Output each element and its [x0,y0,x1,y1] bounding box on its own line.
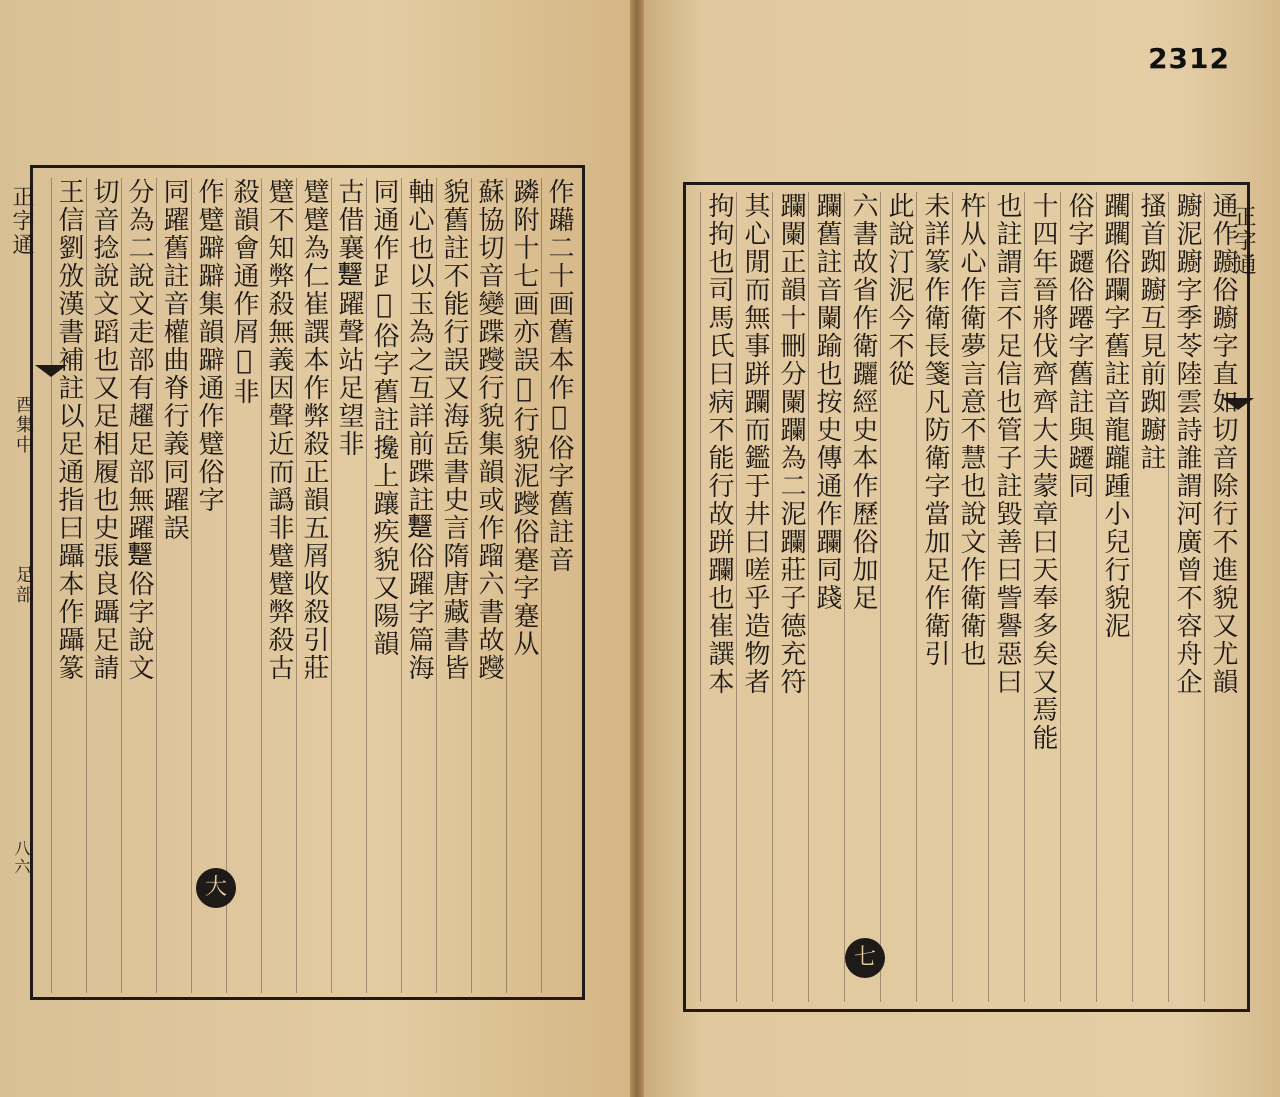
text-column: 其心閒而無事跰躝而鑑于井曰嗟乎造物者 [736,192,772,1002]
text-column: 躝舊註音闌踰也按史傳通作躝同踐 [808,192,844,1002]
text-column: 未詳篆作衛長箋凡防衛字當加足作衛引 [916,192,952,1002]
text-column: 貌舊註不能行誤又海岳書史言隋唐藏書皆 [436,178,471,993]
text-column: 此說汀泥今不從 [880,192,916,1002]
left-margin-radical: 足部 [13,565,34,605]
text-column: 同通作𧾷𨇾俗字舊註攙上躟疾貌又陽韻 [366,178,401,993]
text-column: 切音捻說文蹈也又足相履也史張良躡足請 [86,178,121,993]
text-column: 躄躄為仁崔譔本作弊殺正韻五屑收殺引莊 [296,178,331,993]
right-text-columns [692,192,1240,1002]
text-column: 古借襄𨆪躍聲站足望非 [331,178,366,993]
text-column: 躕泥躕字季苓陸雲詩誰謂河廣曾不容舟企 [1168,192,1204,1002]
text-column: 分為二說文走部有趯足部無躍𨆪俗字說文 [121,178,156,993]
stroke-count-badge: 大 [196,868,236,908]
text-column: 王信劉攽漢書補註以足通指曰躡本作躡篆 [51,178,86,993]
text-column: 同躍舊註音權曲脊行義同躍誤 [156,178,191,993]
text-column: 作躤二十画舊本作𨇾俗字舊註音 [541,178,576,993]
left-text-columns [38,178,576,993]
text-column: 殺韻會通作屑𨇒非 [226,178,261,993]
text-column: 蘇協切音變蹀躞行貌集韻或作蹓六書故躞 [471,178,506,993]
text-column: 躄不知弊殺無義因聲近而譌非躄躄弊殺古 [261,178,296,993]
page-number: 2312 [1148,42,1230,75]
left-margin-title: 正字通 [9,185,34,257]
text-column: 拘拘也司馬氏曰病不能行故跰躝也崔譔本 [700,192,736,1002]
text-column: 杵从心作衛夢言意不慧也說文作衛衛也 [952,192,988,1002]
text-column: 也註謂言不足信也管子註毀善曰訾譽惡曰 [988,192,1024,1002]
text-column: 躝闌正韻十刪分闌躝為二泥躝莊子德充符 [772,192,808,1002]
text-column: 躙躙俗躝字舊註音龍躘踵小兒行貌泥 [1096,192,1132,1002]
text-column: 六書故省作衛躧經史本作歷俗加足 [844,192,880,1002]
text-column: 通作躕俗躕字直如切音除行不進貌又尤韻 [1204,192,1240,1002]
text-column: 作躄躃躃集韻躃通作躄俗字 [191,178,226,993]
right-margin-title: 正字通 [1231,205,1256,277]
stroke-count-badge: 七 [845,938,885,978]
text-column: 俗字躚俗蹮字舊註與躚同 [1060,192,1096,1002]
text-column: 搔首踟躕互見前踟躕註 [1132,192,1168,1002]
left-margin-section: 酉集中 [13,395,34,455]
left-folio: 八六 [12,840,31,876]
text-column: 軸心也以玉為之互詳前蹀註𨆪俗躍字篇海 [401,178,436,993]
text-column: 蹸附十七画亦誤𨇾行貌泥躞俗蹇字蹇从 [506,178,541,993]
book-gutter [630,0,644,1097]
text-column: 十四年晉將伐齊齊大夫蒙章曰天奉多矣又焉能 [1024,192,1060,1002]
